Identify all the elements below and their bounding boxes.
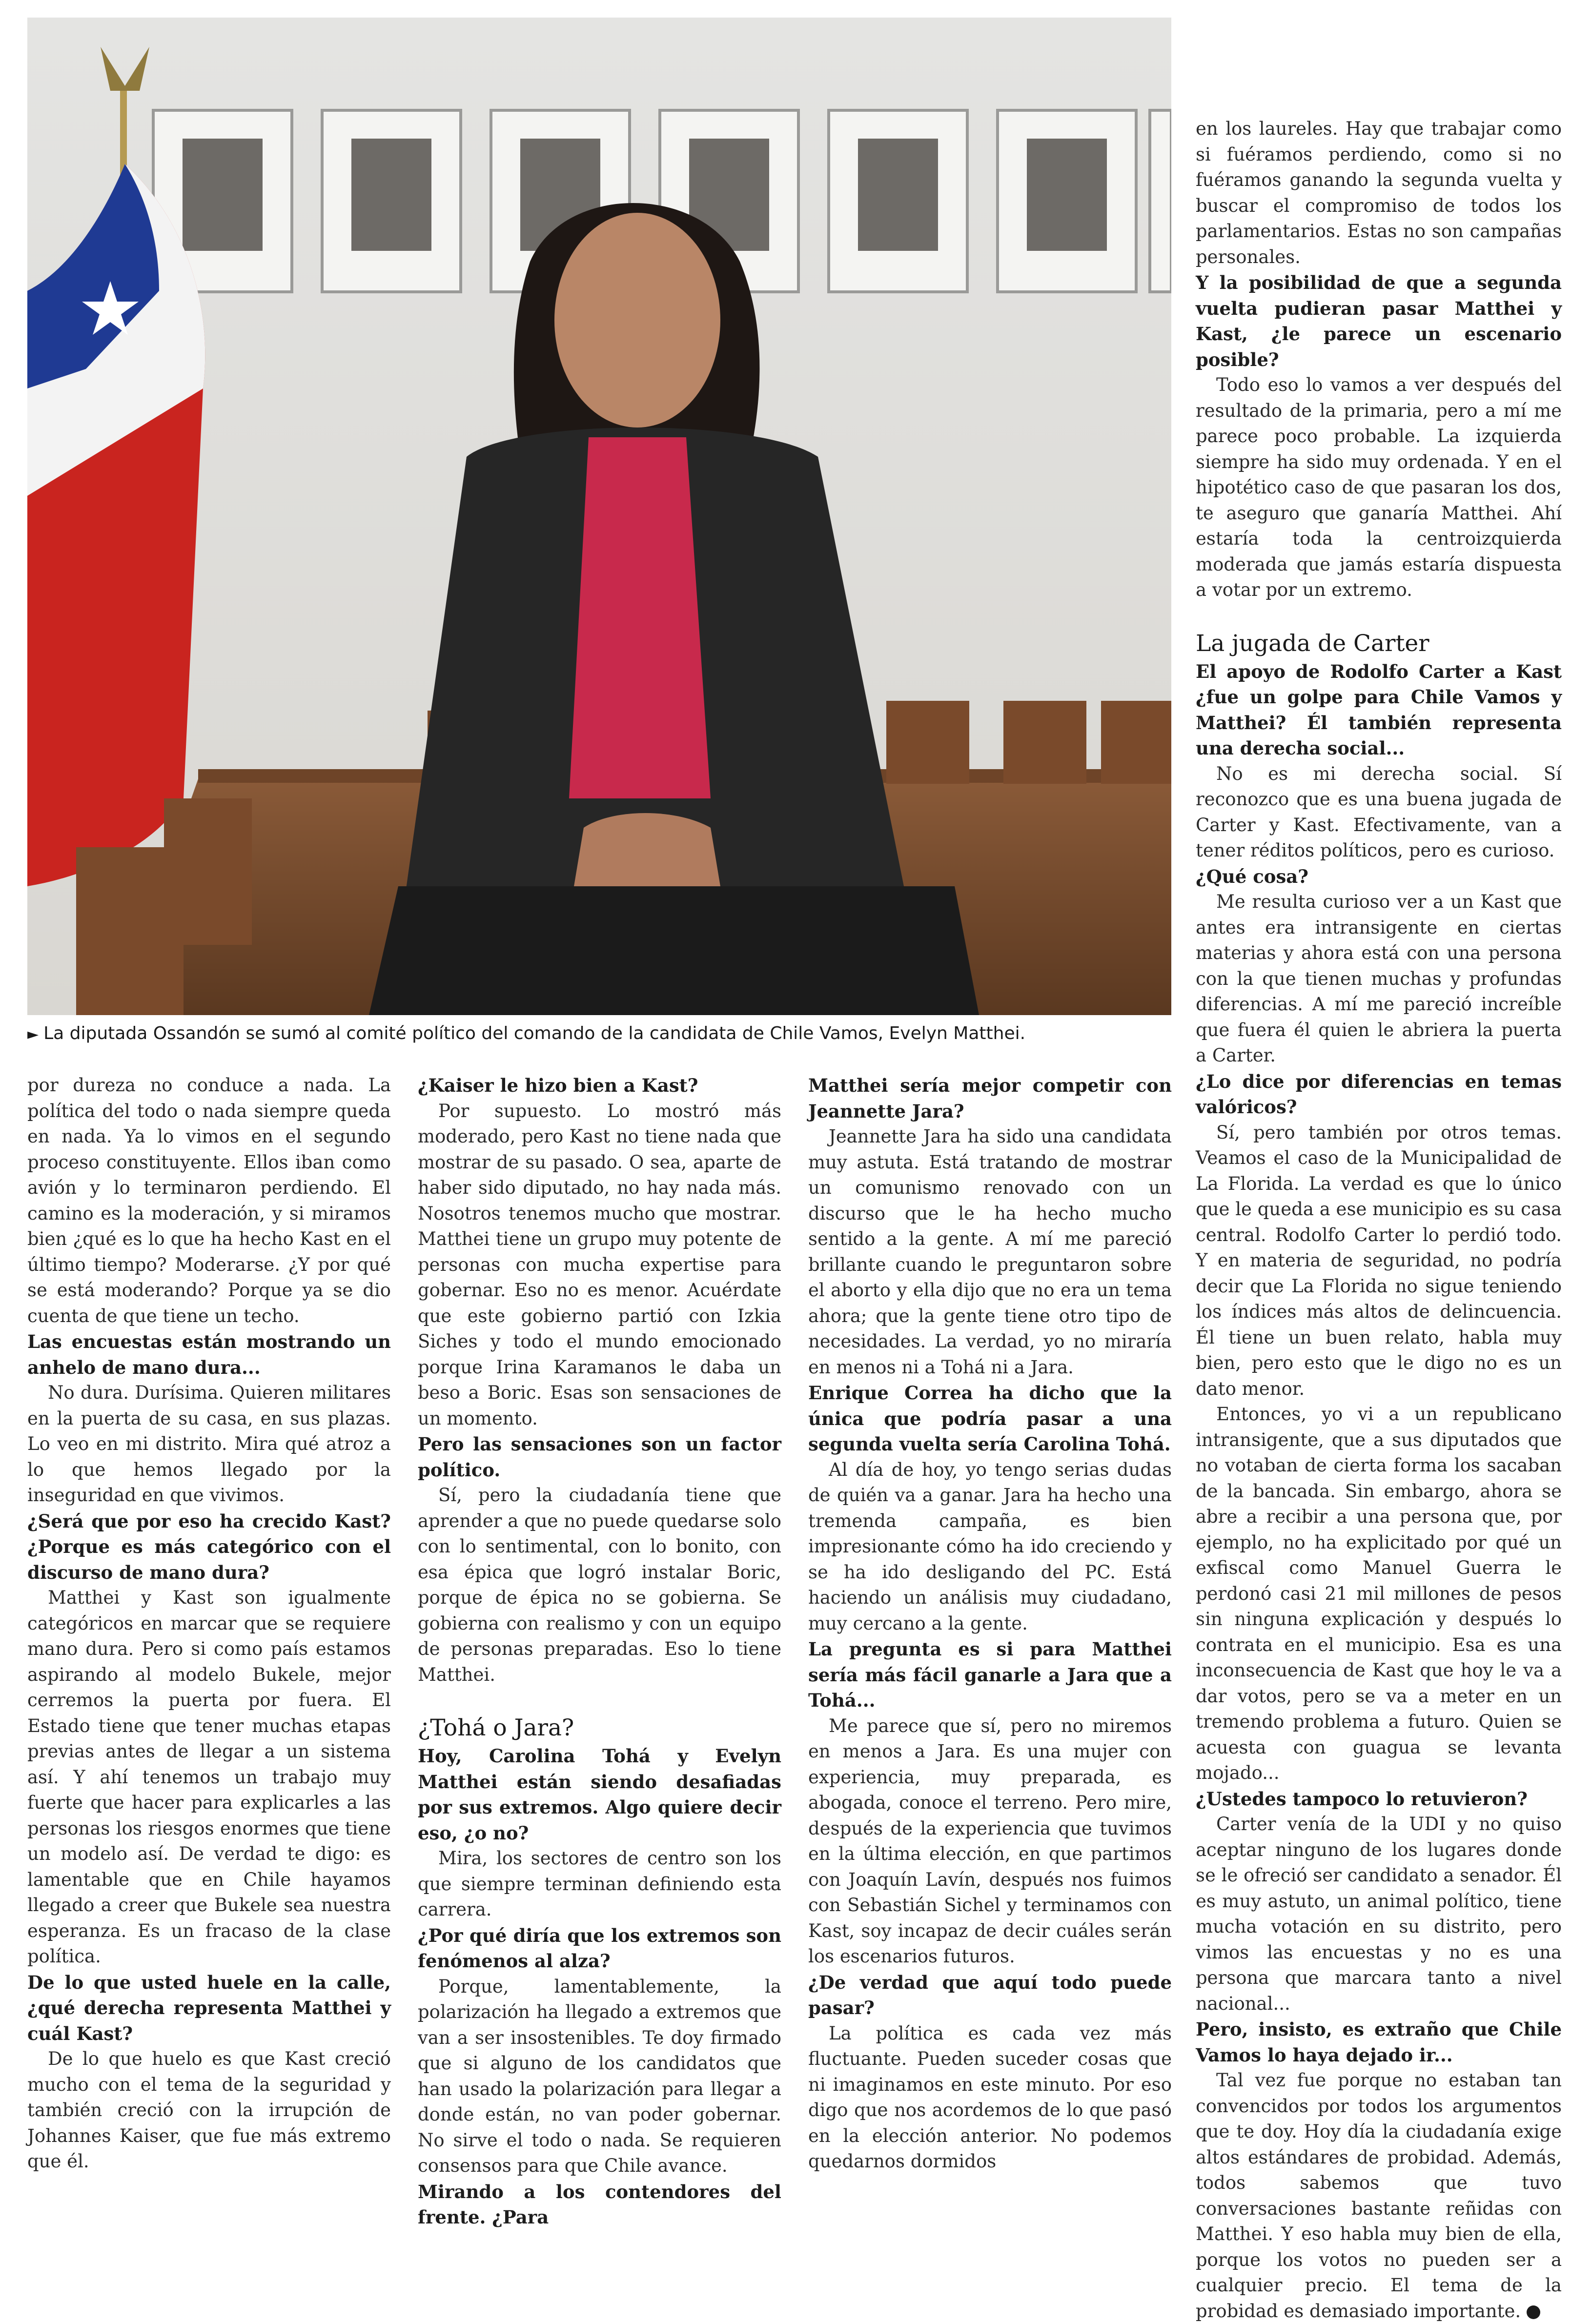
question: Y la posibilidad de que a segunda vuelta pudieran pasar Matthei y Kast, ¿le parece un escenario posible? bbox=[1196, 272, 1562, 370]
paragraph-text: Tal vez fue porque no estaban tan convencidos por todos los argumentos que te doy. Hoy día la ciudadanía exige altos estándares de probidad. Además, todos sabemos que tuvo conversaciones bastante reñidas con Matthei. Y eso habla muy bien de ella, porque los votos no pueden ser a cualquier precio. El tema de la probidad es demasiado importante. bbox=[1196, 2070, 1562, 2322]
question: ¿De verdad que aquí todo puede pasar? bbox=[808, 1971, 1172, 2018]
question: Pero las sensaciones son un factor político. bbox=[418, 1433, 781, 1481]
paragraph: Me resulta curioso ver a un Kast que antes era intransigente en ciertas materias y ahora está con una persona con la que tienen muchas y profundas diferencias. A mí me pareció increíble que fuera él quien le abriera la puerta a Carter. bbox=[1196, 891, 1562, 1066]
question: ¿Ustedes tampoco lo retuvieron? bbox=[1196, 1788, 1528, 1810]
paragraph: De lo que huelo es que Kast creció mucho con el tema de la seguridad y también creció con la irrupción de Johannes Kaiser, que fue más extremo que él. bbox=[27, 2048, 391, 2172]
paragraph: Jeannette Jara ha sido una candidata muy astuta. Está tratando de mostrar un comunismo renovado con un discurso que le ha hecho mucho sentido a la gente. A mí me pareció brillante cuando le preguntaron sobre el aborto y ella dijo que no era un tema ahora; que la gente tiene otro tipo de necesidades. La verdad, yo no miraría en menos ni a Tohá ni a Jara. bbox=[808, 1126, 1172, 1378]
portrait-photo bbox=[27, 18, 1171, 1015]
question: ¿Por qué diría que los extremos son fenómenos al alza? bbox=[418, 1924, 781, 1972]
question: De lo que usted huele en la calle, ¿qué derecha representa Matthei y cuál Kast? bbox=[27, 1971, 391, 2044]
paragraph: por dureza no conduce a nada. La política del todo o nada siempre queda en nada. Ya lo vimos en el segundo proceso constituyente. Ellos iban como avión y lo terminaron perdiendo. El camino es la moderación, y si miramos bien ¿qué es lo que ha hecho Kast en el último tiempo? Moderarse. ¿Y por qué se está moderando? Porque ya se dio cuenta de que tiene un techo. bbox=[27, 1075, 391, 1326]
column-2 bbox=[418, 1073, 781, 2230]
paragraph: en los laureles. Hay que trabajar como si fuéramos perdiendo, como si no fuéramos ganando la segunda vuelta y buscar el compromiso de todos los parlamentarios. Estas no son campañas personales. bbox=[1196, 118, 1562, 267]
paragraph: Me parece que sí, pero no miremos en menos a Jara. Es una mujer con experiencia, muy preparada, es abogada, conoce el terreno. Pero mire, después de la experiencia que tuvimos en la última elección, en que partimos con Joaquín Lavín, después nos fuimos con Sebastián Sichel y terminamos con Kast, soy incapaz de decir cuáles serán los escenarios futuros. bbox=[808, 1715, 1172, 1967]
paragraph: Entonces, yo vi a un republicano intransigente, que a sus diputados que no votaban de cierta forma los sacaban de la bancada. Sin embargo, ahora se abre a recibir a una persona que, por ejemplo, no ha explicitado por qué un exfiscal como Manuel Guerra le perdonó casi 21 mil millones de pesos sin ninguna explicación y después lo contrata en el municipio. Esa es una inconsecuencia de Kast que hoy le va a dar votos, pero se va a meter en un tremendo problema a futuro. Quien se acuesta con guagua se levanta mojado... bbox=[1196, 1404, 1562, 1783]
question: ¿Será que por eso ha crecido Kast? ¿Porque es más categórico con el discurso de mano dura? bbox=[27, 1510, 391, 1583]
question: ¿Qué cosa? bbox=[1196, 865, 1308, 887]
question: La pregunta es si para Matthei sería más fácil ganarle a Jara que a Tohá... bbox=[808, 1638, 1172, 1711]
paragraph: Sí, pero la ciudadanía tiene que aprender a que no puede quedarse solo con lo sentimental, con lo bonito, con esa épica que logró instalar Boric, porque de épica no se gobierna. Se gobierna con realismo y con un equipo de personas preparadas. Eso lo tiene Matthei. bbox=[418, 1485, 781, 1685]
question: Matthei sería mejor competir con Jeannette Jara? bbox=[808, 1075, 1172, 1122]
caption-text: La diputada Ossandón se sumó al comité político del comando de la candidata de Chile Vamos, Evelyn Matthei. bbox=[43, 1023, 1026, 1043]
paragraph: Mira, los sectores de centro son los que siempre terminan definiendo esta carrera. bbox=[418, 1848, 781, 1920]
question: Enrique Correa ha dicho que la única que podría pasar a una segunda vuelta sería Carolina Tohá. bbox=[808, 1382, 1172, 1455]
paragraph: Por supuesto. Lo mostró más moderado, pero Kast no tiene nada que mostrar de su pasado. O sea, aparte de haber sido diputado, no hay nada más. Nosotros tenemos mucho que mostrar. Matthei tiene un grupo muy potente de personas con mucha expertise para gobernar. Eso no es menor. Acuérdate que este gobierno partió con Izkia Siches y todo el mundo emocionado porque Irina Karamanos le daba un beso a Boric. Esas son sensaciones de un momento. bbox=[418, 1100, 781, 1429]
column-3 bbox=[808, 1073, 1172, 2175]
question: Hoy, Carolina Tohá y Evelyn Matthei están siendo desafiadas por sus extremos. Algo quiere decir eso, ¿o no? bbox=[418, 1745, 781, 1844]
question: Pero, insisto, es extraño que Chile Vamos lo haya dejado ir... bbox=[1196, 2018, 1562, 2066]
paragraph: La política es cada vez más fluctuante. Pueden suceder cosas que ni imaginamos en este minuto. Por eso digo que nos acordemos de lo que pasó en la elección anterior. No podemos quedarnos dormidos bbox=[808, 2022, 1172, 2172]
question: El apoyo de Rodolfo Carter a Kast ¿fue un golpe para Chile Vamos y Matthei? Él también representa una derecha social... bbox=[1196, 660, 1562, 759]
question: Mirando a los contendores del frente. ¿Para bbox=[418, 2181, 781, 2228]
paragraph: Al día de hoy, yo tengo serias dudas de quién va a ganar. Jara ha hecho una tremenda campaña, es bien impresionante cómo ha ido creciendo y se ha ido desligando del PC. Está haciendo un análisis muy ciudadano, muy cercano a la gente. bbox=[808, 1459, 1172, 1634]
caption-marker-icon: ► bbox=[27, 1026, 39, 1043]
photo-caption bbox=[27, 1021, 1171, 1047]
paragraph: Porque, lamentablemente, la polarización ha llegado a extremos que van a ser insostenibles. Te doy firmado que si alguno de los candidatos que han usado la polarización para llegar a donde están, no van poder gobernar. No sirve el todo o nada. Se requieren consensos para que Chile avance. bbox=[418, 1976, 781, 2176]
section-heading: La jugada de Carter bbox=[1196, 630, 1429, 657]
paragraph bbox=[1196, 2068, 1562, 2324]
end-mark-icon: ◉ bbox=[1527, 2305, 1540, 2319]
paragraph: No es mi derecha social. Sí reconozco que es una buena jugada de Carter y Kast. Efectivamente, van a tener réditos políticos, pero es curioso. bbox=[1196, 763, 1562, 861]
question: Las encuestas están mostrando un anhelo de mano dura... bbox=[27, 1331, 391, 1378]
paragraph: No dura. Durísima. Quieren militares en la puerta de su casa, en sus plazas. Lo veo en mi distrito. Mira qué atroz a lo que hemos llegado por la inseguridad en que vivimos. bbox=[27, 1382, 391, 1506]
column-1 bbox=[27, 1073, 391, 2175]
question: ¿Kaiser le hizo bien a Kast? bbox=[418, 1075, 698, 1096]
paragraph: Matthei y Kast son igualmente categóricos en marcar que se requiere mano dura. Pero si como país estamos aspirando al modelo Bukele, mejor cerremos la puerta por fuera. El Estado tiene que tener muchas etapas previas antes de llegar a un sistema así. Y ahí tenemos un trabajo muy fuerte que hacer para explicarles a las personas los riesgos enormes que tiene un modelo así. De verdad te digo: es lamentable que en Chile hayamos llegado a creer que Bukele sea nuestra esperanza. Es un fracaso de la clase política. bbox=[27, 1587, 391, 1967]
paragraph: Sí, pero también por otros temas. Veamos el caso de la Municipalidad de La Florida. La verdad es que lo único que le queda a ese municipio es su casa central. Rodolfo Carter lo perdió todo. Y en materia de seguridad, no podría decir que La Florida no sigue teniendo los índices más altos de delincuencia. Él tiene un buen relato, habla muy bien, pero esto que le digo no es un dato menor. bbox=[1196, 1121, 1562, 1399]
paragraph: Carter venía de la UDI y no quiso aceptar ninguno de los lugares donde se le ofreció ser candidato a senador. Él es muy astuto, un animal político, tiene mucha votación en su distrito, pero vimos las encuestas y no es una persona que marcara tanto a nivel nacional... bbox=[1196, 1814, 1562, 2014]
column-4 bbox=[1196, 116, 1562, 2324]
section-heading: ¿Tohá o Jara? bbox=[418, 1714, 574, 1741]
question: ¿Lo dice por diferencias en temas valóricos? bbox=[1196, 1070, 1562, 1118]
paragraph: Todo eso lo vamos a ver después del resultado de la primaria, pero a mí me parece poco probable. La izquierda siempre ha sido muy ordenada. Y en el hipotético caso de que pasaran los dos, te aseguro que ganaría Matthei. Ahí estaría toda la centroizquierda moderada que jamás estaría dispuesta a votar por un extremo. bbox=[1196, 374, 1562, 600]
portrait-photo-icon bbox=[27, 18, 1171, 1015]
